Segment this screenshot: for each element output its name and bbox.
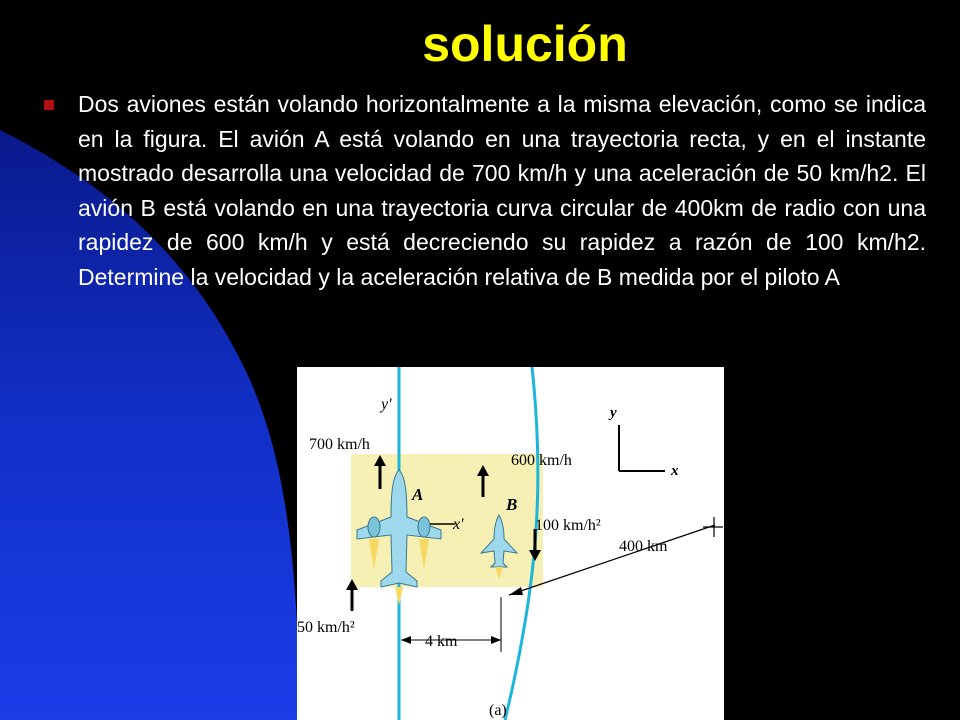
label-x-prime: x′ — [453, 516, 464, 533]
problem-statement: Dos aviones están volando horizontalmente a la misma elevación, como se indica en la figura. El avión A está volando en una trayectoria recta, y en el instante mostrado desarrolla una velocidad de 700 km/h y una aceleración de 50 km/h2. El avión B está volando en una trayectoria curva circular de 400km de radio con una rapidez de 600 km/h y está decreciendo su rapidez a razón de 100 km/h2. Determine la velocidad y la aceleración relativa de B medida por el piloto A — [78, 91, 926, 290]
label-speed-b: 600 km/h — [511, 452, 572, 469]
label-plane-a: A — [412, 485, 424, 504]
label-axis-x: x — [671, 463, 679, 479]
label-caption: (a) — [489, 702, 507, 719]
reference-axes — [619, 425, 665, 471]
label-distance: 4 km — [425, 633, 458, 650]
center-marker — [703, 517, 723, 537]
label-plane-b: B — [506, 495, 518, 514]
slide-title: solución — [422, 16, 628, 72]
problem-figure — [297, 367, 724, 720]
label-y-prime: y′ — [381, 396, 392, 413]
label-radius: 400 km — [619, 538, 668, 555]
label-axis-y: y — [610, 405, 617, 421]
label-speed-a: 700 km/h — [309, 436, 370, 453]
label-accel-b: 100 km/h² — [535, 517, 601, 534]
label-accel-a: 50 km/h² — [297, 619, 355, 636]
bullet-marker — [44, 100, 54, 110]
